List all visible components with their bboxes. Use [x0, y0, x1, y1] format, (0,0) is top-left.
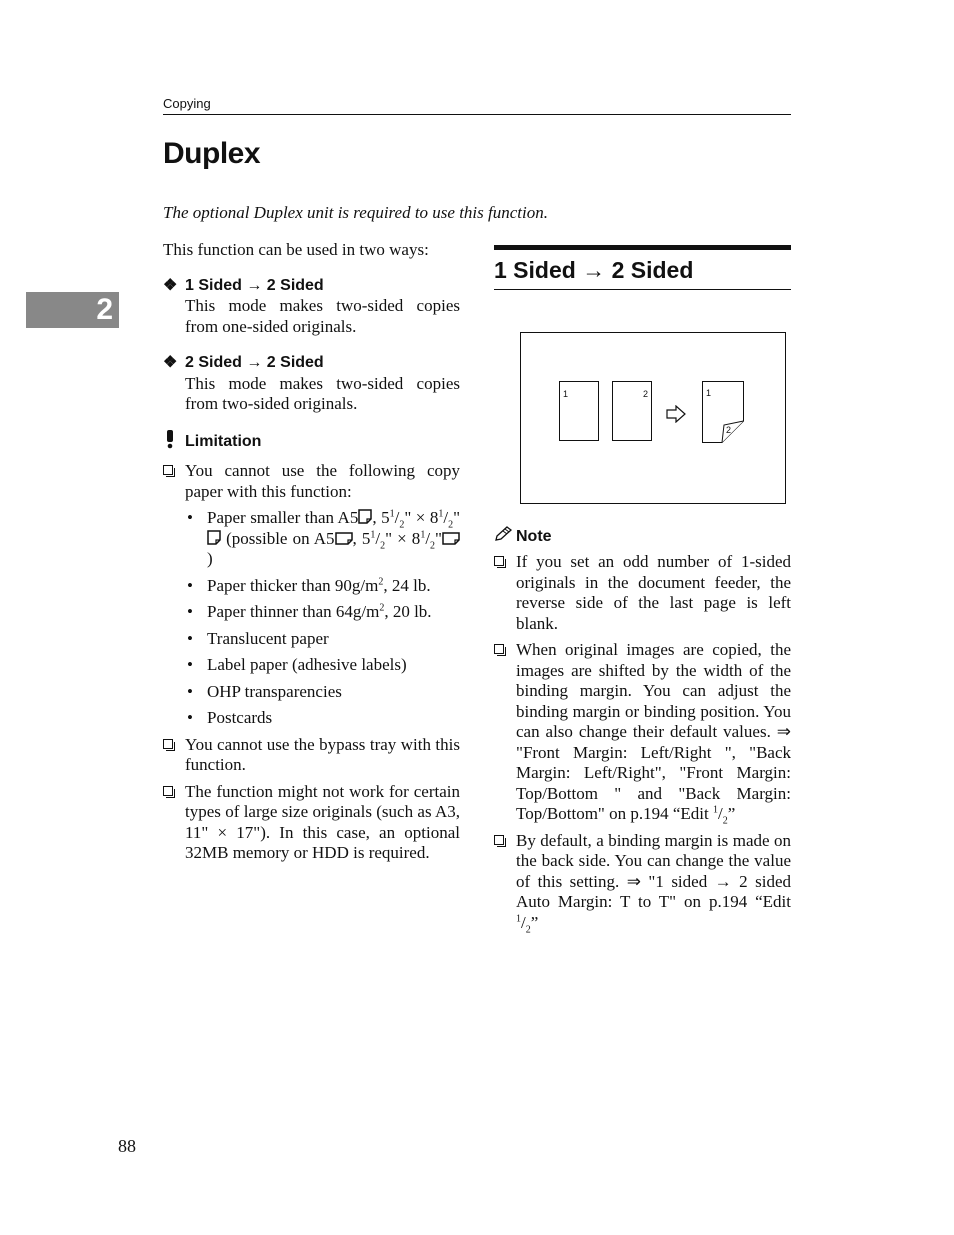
- pencil-icon: [494, 526, 516, 549]
- text-run: , 20 lb.: [384, 602, 432, 621]
- output-front-number: 1: [706, 387, 712, 398]
- original-page-1: [559, 381, 599, 441]
- fraction-slash: /: [394, 508, 400, 527]
- mode-heading-1-to-2: [163, 276, 460, 297]
- checkbox-bullet-icon: [494, 835, 504, 845]
- checkbox-bullet-icon: [494, 556, 504, 566]
- text-run: ": [453, 508, 461, 527]
- page-title: Duplex: [163, 137, 261, 170]
- note-item-text-end: ”: [727, 804, 736, 823]
- text-run: " × 8: [404, 508, 439, 527]
- list-item: • Postcards: [163, 708, 460, 729]
- mode1-heading-label: 1 Sided → 2 Sided: [185, 276, 324, 294]
- diamond-bullet-icon: ❖: [163, 354, 178, 371]
- fraction-denominator: 2: [722, 815, 728, 827]
- mode2-description: This mode makes two-sided copies from two-sided originals.: [185, 373, 460, 413]
- superscript: 2: [379, 602, 385, 614]
- note-item-text: By default, a binding margin is made on the back side. You can change the value of this setting. ⇒ "1 sided → 2 sided Auto Margin: T to T" on p.194 “Edit: [516, 830, 791, 911]
- note-item-text: When original images are copied, the images are shifted by the width of the binding margin. You can adjust the binding margin or binding position. You can also change their default values. ⇒ "Front Margin: Left/Right ", "Back Margin: Left/Right", "Front Margin: Top/Bottom " and "Back Margin: Top/Bottom" on p.194 “Edit: [516, 640, 791, 823]
- right-column: [494, 245, 791, 933]
- limitation-item-text: You cannot use the following copy paper with this function:: [185, 461, 460, 501]
- limitation-item: [163, 461, 460, 502]
- note-item-text-end: ”: [530, 912, 539, 932]
- list-item: • Label paper (adhesive labels): [163, 655, 460, 676]
- fraction-numerator: 1: [370, 528, 376, 540]
- page-number: 88: [118, 1136, 136, 1156]
- fraction-slash: /: [443, 508, 449, 527]
- text-run: ": [435, 528, 442, 548]
- paper-types-list: [163, 508, 460, 729]
- note-item-text: If you set an odd number of 1-sided originals in the document feeder, the reverse side of the last page is left blank.: [516, 552, 791, 633]
- diamond-bullet-icon: ❖: [163, 276, 178, 294]
- fraction-denominator: 2: [380, 539, 386, 551]
- text-run: , 24 lb.: [383, 575, 431, 595]
- limitation-item: [163, 782, 460, 864]
- left-column: [163, 240, 460, 864]
- exclamation-icon: [163, 429, 185, 456]
- note-heading-label: Note: [516, 527, 552, 545]
- page-number-label: 2: [642, 388, 648, 399]
- intro-text: This function can be used in two ways:: [163, 240, 429, 259]
- note-item: [494, 640, 791, 825]
- text-run: (possible on A5: [221, 528, 335, 548]
- checkbox-bullet-icon: [163, 786, 173, 796]
- running-head: Copying: [163, 96, 211, 111]
- fraction-slash: /: [375, 528, 381, 548]
- superscript: 2: [378, 575, 384, 587]
- text-run: ): [207, 549, 213, 568]
- mode2-heading-label: 2 Sided → 2 Sided: [185, 354, 324, 371]
- portrait-orientation-icon: [358, 509, 372, 524]
- header-rule: [163, 114, 791, 115]
- fraction-denominator: 2: [430, 539, 436, 551]
- landscape-orientation-icon: [335, 532, 353, 545]
- note-item: [494, 831, 791, 934]
- page-number-label: 1: [563, 388, 569, 399]
- arrow-right-icon: [666, 405, 686, 423]
- list-item: [163, 508, 460, 570]
- text-run: Paper thicker than 90g/m: [207, 575, 379, 595]
- section-rule: [494, 289, 791, 290]
- fraction-slash: /: [521, 912, 526, 932]
- portrait-orientation-icon: [207, 530, 221, 545]
- note-block: [494, 526, 791, 934]
- fraction-numerator: 1: [420, 528, 426, 540]
- fraction-numerator: 1: [713, 804, 718, 816]
- mode1-description: This mode makes two-sided copies from one-sided originals.: [185, 296, 460, 336]
- checkbox-bullet-icon: [163, 739, 173, 749]
- checkbox-bullet-icon: [494, 644, 504, 654]
- fraction-slash: /: [718, 804, 723, 823]
- list-item: • OHP transparencies: [163, 682, 460, 703]
- checkbox-bullet-icon: [163, 465, 173, 475]
- original-page-2: [612, 381, 652, 441]
- fraction-numerator: 1: [389, 508, 395, 520]
- note-heading: [494, 526, 791, 549]
- section-rule: [494, 245, 791, 250]
- limitation-item-text: You cannot use the bypass tray with this function.: [185, 734, 460, 774]
- fraction-denominator: 2: [525, 923, 531, 935]
- landscape-orientation-icon: [442, 532, 460, 545]
- mode-heading-2-to-2: [163, 353, 460, 374]
- limitation-item-text: The function might not work for certain types of large size originals (such as A3, 11" × 17"). In this case, an optional 32MB memory or HDD is required.: [185, 781, 460, 862]
- requirement-note: The optional Duplex unit is required to use this function.: [163, 203, 548, 222]
- duplex-illustration: [520, 332, 786, 504]
- text-run: Paper smaller than A5: [207, 508, 359, 527]
- fraction-denominator: 2: [448, 519, 454, 531]
- limitation-heading: [163, 429, 460, 456]
- text-run: , 5: [352, 528, 371, 548]
- fraction-slash: /: [425, 528, 431, 548]
- list-item: • Translucent paper: [163, 629, 460, 650]
- fraction-denominator: 2: [399, 519, 405, 531]
- fraction-numerator: 1: [516, 912, 521, 924]
- note-item: [494, 552, 791, 634]
- text-run: , 5: [372, 508, 390, 527]
- fraction-numerator: 1: [438, 508, 444, 520]
- list-item: [163, 576, 460, 597]
- text-run: Paper thinner than 64g/m: [207, 602, 380, 621]
- text-run: " × 8: [385, 528, 421, 548]
- limitation-item: [163, 735, 460, 776]
- chapter-tab: 2: [26, 292, 119, 328]
- list-item: [163, 602, 460, 623]
- output-back-number: 2: [726, 424, 732, 435]
- limitation-heading-label: Limitation: [185, 432, 262, 450]
- section-title: 1 Sided → 2 Sided: [494, 257, 694, 283]
